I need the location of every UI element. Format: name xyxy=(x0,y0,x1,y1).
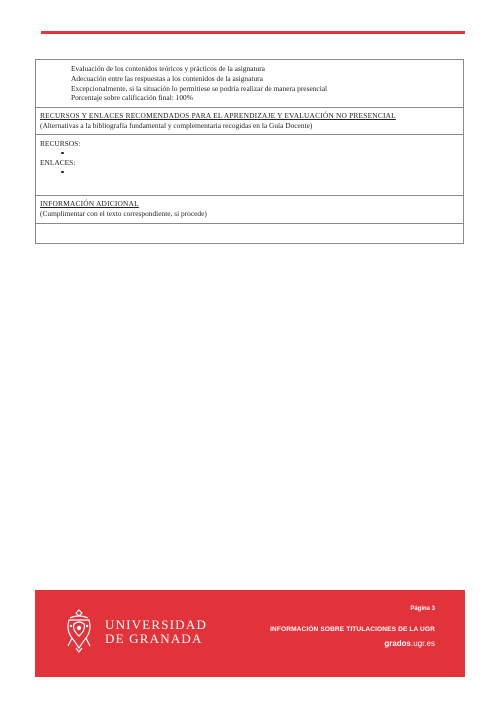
titulaciones-info: INFORMACIÓN SOBRE TITULACIONES DE LA UGR xyxy=(270,626,435,633)
university-crest-icon xyxy=(64,608,94,654)
evaluation-table xyxy=(35,59,464,244)
recursos-bullet xyxy=(40,149,459,158)
additional-info-note: (Cumplimentar con el texto correspondiente, si procede) xyxy=(40,208,207,218)
university-name-line1: UNIVERSIDAD xyxy=(105,617,208,632)
university-name xyxy=(105,618,207,646)
resources-note: (Alternativas a la bibliografía fundamental y complementaria recogidas en la Guía Docente) xyxy=(40,120,313,130)
page-number: Página 3 xyxy=(410,606,435,612)
additional-info-cell xyxy=(36,195,463,223)
university-name-line2: DE GRANADA xyxy=(105,631,203,646)
evaluation-line: Adecuación entre las respuestas a los contenidos de la asignatura xyxy=(71,73,263,83)
enlaces-bullet xyxy=(40,168,459,177)
evaluation-criteria-cell xyxy=(36,60,463,107)
site-prefix: grados xyxy=(384,639,411,648)
enlaces-label: ENLACES: xyxy=(40,157,76,167)
footer-banner xyxy=(35,590,465,677)
additional-info-heading: INFORMACIÓN ADICIONAL xyxy=(40,199,139,208)
resources-list-cell xyxy=(36,134,463,195)
site-suffix: .ugr.es xyxy=(410,639,435,648)
grados-link[interactable] xyxy=(384,639,435,648)
evaluation-line: Evaluación de los contenidos teóricos y prácticos de la asignatura xyxy=(71,64,265,73)
evaluation-line: Porcentaje sobre calificación final: 100% xyxy=(71,93,193,103)
resources-heading-cell xyxy=(36,107,463,134)
header-rule xyxy=(41,31,465,34)
resources-heading: RECURSOS Y ENLACES RECOMENDADOS PARA EL APRENDIZAJE Y EVALUACIÓN NO PRESENCIAL xyxy=(40,111,396,120)
additional-info-content-cell xyxy=(36,223,463,243)
evaluation-line: Excepcionalmente, si la situación lo permitiese se podría realizar de manera presencial xyxy=(71,83,328,93)
recursos-label: RECURSOS: xyxy=(40,139,81,148)
